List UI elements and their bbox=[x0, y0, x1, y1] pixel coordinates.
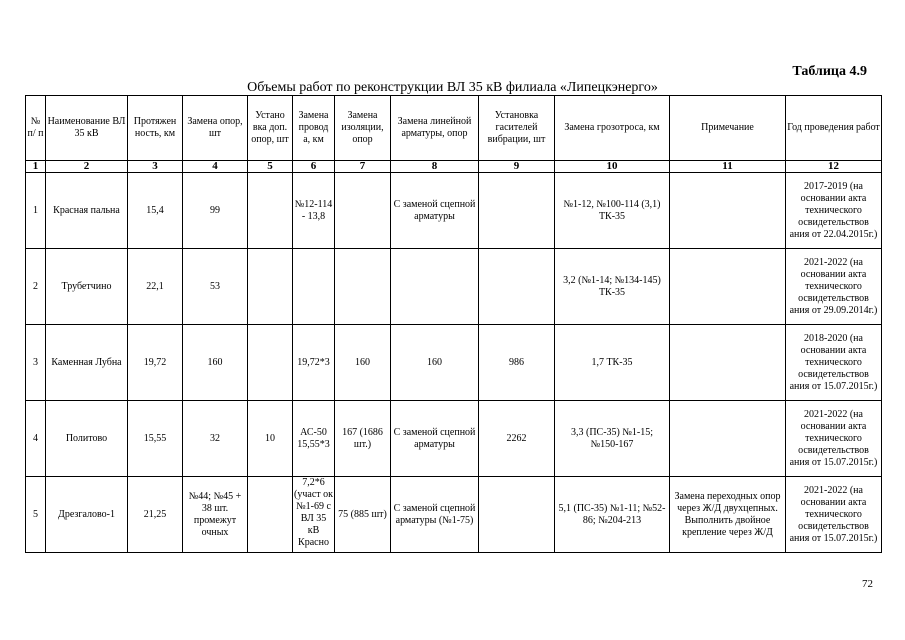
table-cell: 2018-2020 (на основании акта технического освидетельствов ания от 15.07.2015г.) bbox=[786, 325, 882, 401]
table-cell bbox=[670, 173, 786, 249]
table-cell: 99 bbox=[183, 173, 248, 249]
table-cell: 19,72 bbox=[128, 325, 183, 401]
column-number: 10 bbox=[555, 161, 670, 173]
table-cell: 167 (1686 шт.) bbox=[335, 401, 391, 477]
header-cell: № п/ п bbox=[26, 96, 46, 161]
header-cell: Установка гасителей вибрации, шт bbox=[479, 96, 555, 161]
table-cell: 3 bbox=[26, 325, 46, 401]
header-cell: Замена линейной арматуры, опор bbox=[391, 96, 479, 161]
table-cell: 986 bbox=[479, 325, 555, 401]
column-number: 11 bbox=[670, 161, 786, 173]
table-cell bbox=[670, 325, 786, 401]
table-title: Объемы работ по реконструкции ВЛ 35 кВ филиала «Липецкэнерго» bbox=[247, 80, 658, 95]
table-cell bbox=[248, 325, 293, 401]
column-number: 12 bbox=[786, 161, 882, 173]
table-cell: №12-114 - 13,8 bbox=[293, 173, 335, 249]
table-cell: 3,2 (№1-14; №134-145) ТК-35 bbox=[555, 249, 670, 325]
table-cell: АС-50 15,55*3 bbox=[293, 401, 335, 477]
header-cell: Замена изоляции, опор bbox=[335, 96, 391, 161]
table-cell: 1,7 ТК-35 bbox=[555, 325, 670, 401]
table-cell: 2017-2019 (на основании акта технического освидетельствов ания от 22.04.2015г.) bbox=[786, 173, 882, 249]
column-number: 5 bbox=[248, 161, 293, 173]
table-row bbox=[26, 325, 882, 401]
column-number: 7 bbox=[335, 161, 391, 173]
header-cell: Примечание bbox=[670, 96, 786, 161]
table-cell: 53 bbox=[183, 249, 248, 325]
table-cell bbox=[248, 173, 293, 249]
table-cell: 2262 bbox=[479, 401, 555, 477]
header-cell: Замена грозотроса, км bbox=[555, 96, 670, 161]
table-cell bbox=[391, 249, 479, 325]
table-cell: Дрезгалово-1 bbox=[46, 477, 128, 553]
table-cell: С заменой сцепной арматуры bbox=[391, 401, 479, 477]
table-cell: 5 bbox=[26, 477, 46, 553]
table-cell: Каменная Лубна bbox=[46, 325, 128, 401]
column-number: 9 bbox=[479, 161, 555, 173]
table-cell: 7,2*6 (участ ок №1-69 с ВЛ 35 кВ Красно bbox=[293, 477, 335, 553]
header-cell: Год проведения работ bbox=[786, 96, 882, 161]
table-cell bbox=[479, 249, 555, 325]
table-cell: 15,55 bbox=[128, 401, 183, 477]
column-number: 3 bbox=[128, 161, 183, 173]
table-cell: 32 bbox=[183, 401, 248, 477]
works-table bbox=[25, 95, 882, 553]
table-cell: 1 bbox=[26, 173, 46, 249]
table-cell: №44; №45 + 38 шт. промежут очных bbox=[183, 477, 248, 553]
table-cell: 160 bbox=[391, 325, 479, 401]
header-cell: Протяжен ность, км bbox=[128, 96, 183, 161]
table-row bbox=[26, 477, 882, 553]
column-number: 4 bbox=[183, 161, 248, 173]
table-cell: 21,25 bbox=[128, 477, 183, 553]
table-cell: 15,4 bbox=[128, 173, 183, 249]
table-cell bbox=[479, 477, 555, 553]
table-cell: 2021-2022 (на основании акта технического освидетельствов ания от 15.07.2015г.) bbox=[786, 477, 882, 553]
column-number-row bbox=[26, 161, 882, 173]
table-cell: №1-12, №100-114 (3,1) ТК-35 bbox=[555, 173, 670, 249]
table-cell bbox=[335, 173, 391, 249]
table-row bbox=[26, 249, 882, 325]
table-row bbox=[26, 401, 882, 477]
table-cell: 75 (885 шт) bbox=[335, 477, 391, 553]
table-cell bbox=[670, 401, 786, 477]
table-cell: 4 bbox=[26, 401, 46, 477]
column-number: 2 bbox=[46, 161, 128, 173]
table-cell bbox=[335, 249, 391, 325]
table-cell: Трубетчино bbox=[46, 249, 128, 325]
table-cell: 5,1 (ПС-35) №1-11; №52-86; №204-213 bbox=[555, 477, 670, 553]
header-cell: Замена опор, шт bbox=[183, 96, 248, 161]
table-cell: Замена переходных опор через Ж/Д двухцепных. Выполнить двойное крепление через Ж/Д bbox=[670, 477, 786, 553]
table-cell: 19,72*3 bbox=[293, 325, 335, 401]
table-cell bbox=[248, 249, 293, 325]
header-row bbox=[26, 96, 882, 161]
table-cell bbox=[293, 249, 335, 325]
table-cell: 3,3 (ПС-35) №1-15; №150-167 bbox=[555, 401, 670, 477]
table-cell: 2 bbox=[26, 249, 46, 325]
page-number: 72 bbox=[862, 578, 873, 590]
column-number: 6 bbox=[293, 161, 335, 173]
header-cell: Замена провод а, км bbox=[293, 96, 335, 161]
table-cell: 22,1 bbox=[128, 249, 183, 325]
table-cell: 2021-2022 (на основании акта технического освидетельствов ания от 15.07.2015г.) bbox=[786, 401, 882, 477]
table-cell: С заменой сцепной арматуры (№1-75) bbox=[391, 477, 479, 553]
table-cell: Красная пальна bbox=[46, 173, 128, 249]
table-cell bbox=[248, 477, 293, 553]
header-cell: Наименование ВЛ 35 кВ bbox=[46, 96, 128, 161]
table-cell: 160 bbox=[183, 325, 248, 401]
table-cell: 160 bbox=[335, 325, 391, 401]
table-cell: Политово bbox=[46, 401, 128, 477]
table-cell bbox=[670, 249, 786, 325]
table-number: Таблица 4.9 bbox=[792, 64, 867, 79]
table-cell bbox=[479, 173, 555, 249]
table-row bbox=[26, 173, 882, 249]
column-number: 1 bbox=[26, 161, 46, 173]
header-cell: Устано вка доп. опор, шт bbox=[248, 96, 293, 161]
table-cell: С заменой сцепной арматуры bbox=[391, 173, 479, 249]
column-number: 8 bbox=[391, 161, 479, 173]
table-cell: 2021-2022 (на основании акта технического освидетельствов ания от 29.09.2014г.) bbox=[786, 249, 882, 325]
table-cell: 10 bbox=[248, 401, 293, 477]
